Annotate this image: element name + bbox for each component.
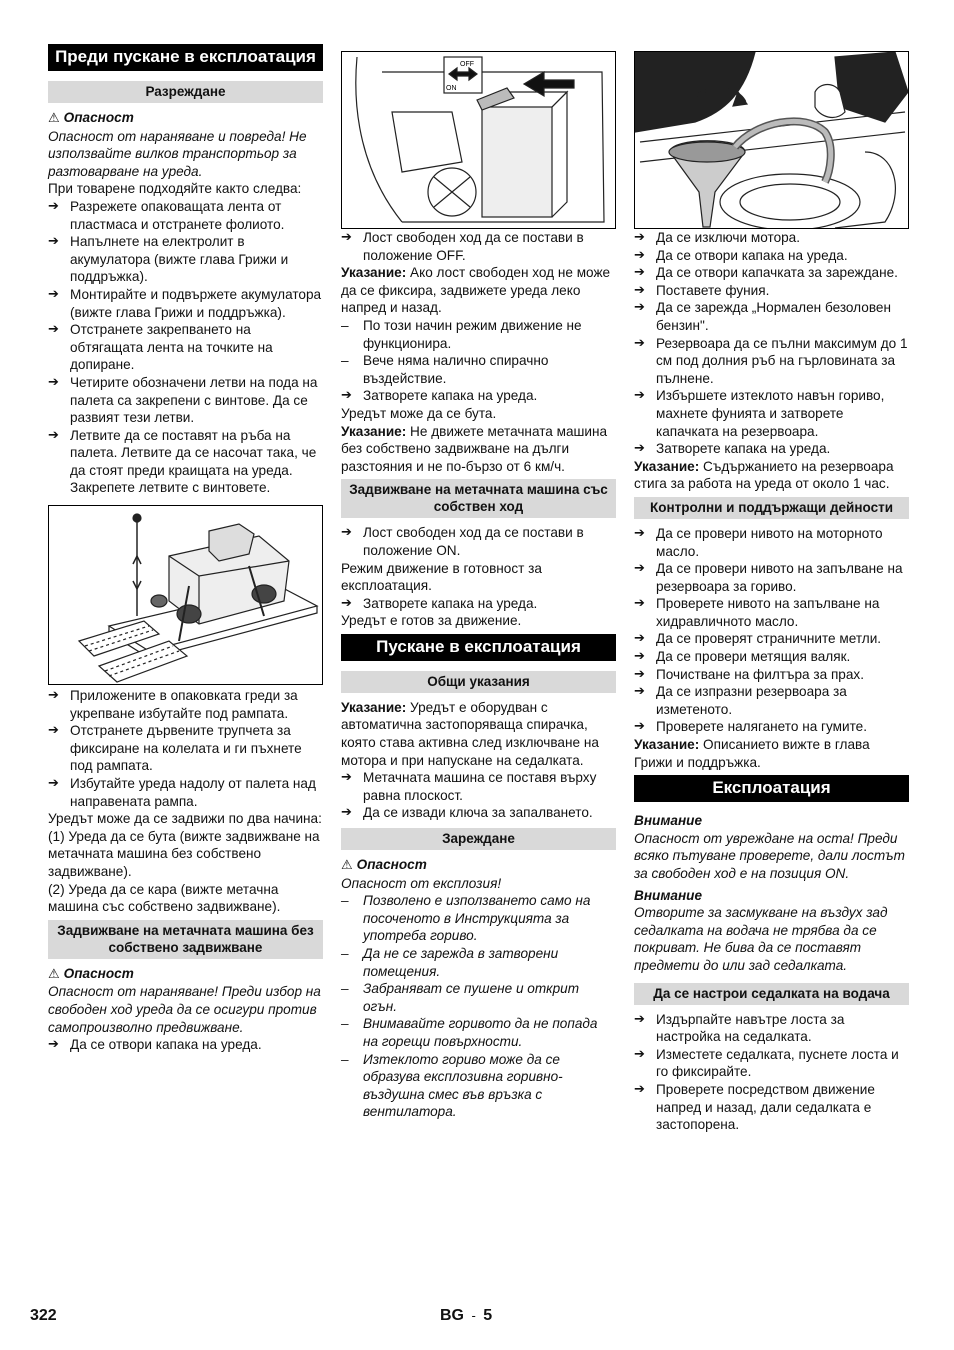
way-1-text: (1) Уреда да се бута (вижте задвижване на метачната машина без собствено задвижване). — [48, 828, 320, 879]
list-item: ➔ Четирите обозначени летви на пода на палета са закрепени с винтове. Да се развият тези летви. — [48, 374, 323, 427]
figure-refuel-funnel — [634, 51, 909, 229]
warning-triangle-icon: ⚠ — [48, 111, 60, 126]
list-item: ➔ Проверете посредством движение напред и назад, дали седалката е застопорена. — [634, 1081, 909, 1134]
steps-list-5 — [634, 525, 909, 736]
list-item: ➔ Изместете седалката, пуснете лоста и го фиксирайте. — [634, 1046, 909, 1081]
caution-text: Опасност от увреждане на оста! Преди всяко пътуване проверете, дали лостът за свободен ход е на позиция ON. — [634, 830, 905, 881]
heading-self-drive: Задвижване на метачната машина със собствен ход — [341, 479, 616, 518]
label-on: ON — [446, 85, 457, 92]
list-item: ➔ Резервоара да се пълни максимум до 1 см под долния ръб на гърловината за пълнене. — [634, 335, 909, 388]
list-item: ➔ Проверете налягането на гумите. — [634, 718, 909, 736]
list-item: ➔ Затворете капака на уреда. — [634, 440, 909, 458]
language-code: BG — [440, 1307, 464, 1324]
section-title-operation: Експлоатация — [634, 775, 909, 802]
column-3 — [634, 51, 909, 1134]
heading-control: Контролни и поддържащи дейности — [634, 497, 909, 519]
list-item: ➔ Затворете капака на уреда. — [341, 595, 616, 613]
figure-freewheel-lever — [341, 51, 616, 229]
can-push-text: Уредът може да се бута. — [341, 405, 497, 421]
danger-text: Опасност от експлозия! — [341, 875, 502, 891]
list-item: ➔ Проверете нивото на запълване на хидравличното масло. — [634, 595, 909, 630]
list-item: ➔ Монтирайте и подвържете акумулатора (вижте глава Грижи и поддръжка). — [48, 286, 323, 321]
list-item: ➔ Да се проверят страничните метли. — [634, 630, 909, 648]
list-item: ➔ Почистване на филтъра за прах. — [634, 666, 909, 684]
list-item: ➔ Лост свободен ход да се постави в положение OFF. — [341, 229, 616, 264]
intro-text: При товарене подходяйте както следва: — [48, 181, 302, 197]
section-title-startup: Пускане в експлоатация — [341, 634, 616, 661]
danger-label: ⚠ Опасност — [48, 965, 134, 982]
list-item: ➔ Да се зарежда „Нормален безоловен бензин". — [634, 299, 909, 334]
caution-label: Внимание — [634, 887, 703, 903]
column-1 — [48, 44, 323, 1054]
list-item: ➔ Да се извади ключа за запалването. — [341, 804, 616, 822]
note-1: Указание: Ако лост свободен ход не може да се фиксира, задвижете уреда леко напред и назад. — [341, 265, 611, 316]
list-item: ➔ Да се отвори капачката за зареждане. — [634, 264, 909, 282]
heading-unloading: Разреждане — [48, 81, 323, 103]
steps-list-2 — [48, 687, 323, 810]
list-item: ➔ Да се отвори капака на уреда. — [48, 1036, 323, 1054]
list-item: ➔ Поставете фуния. — [634, 282, 909, 300]
list-item: – Позволено е използването само на посоченото в Инструкцията за употреба гориво. — [341, 892, 616, 945]
page-number: 322 — [30, 1307, 57, 1324]
sub-page-number: 5 — [483, 1307, 493, 1324]
label-off: OFF — [460, 61, 474, 68]
list-item: ➔ Да се изключи мотора. — [634, 229, 909, 247]
freewheel-lever-illustration — [342, 52, 615, 228]
list-item: ➔ Затворете капака на уреда. — [341, 387, 616, 405]
list-item: – Да не се зарежда в затворени помещения. — [341, 945, 616, 980]
warning-triangle-icon: ⚠ — [341, 858, 353, 874]
list-item: ➔ Летвите да се поставят на ръба на палета. Летвите да се насочат така, че да стоят преди краищата на уреда. Закрепете летвите с винтовете. — [48, 427, 323, 497]
danger-text: Опасност от нараняване! Преди избор на свободен ход уреда да се осигури против самопроизволно предвижване. — [48, 984, 321, 1035]
list-item: ➔ Приложените в опаковката греди за укрепване избутайте под рампата. — [48, 687, 323, 722]
list-item: ➔ Издърпайте навътре лоста за настройка на седалката. — [634, 1011, 909, 1046]
ready-text: Режим движение в готовност за експлоатация. — [341, 560, 542, 594]
list-item: ➔ Избършете изтеклото навън гориво, махнете фунията и затворете капачката на резервоара. — [634, 387, 909, 440]
way-2-text: (2) Уреда да се кара (вижте метачна машина със собствено задвижване). — [48, 881, 281, 915]
list-item: ➔ Напълнете на електролит в акумулатора (вижте глава Грижи и поддръжка). — [48, 233, 323, 286]
list-item: ➔ Метачната машина се поставя върху равна плоскост. — [341, 769, 616, 804]
page-label — [440, 1307, 492, 1325]
note-5: Указание: Описанието вижте в глава Грижи и поддръжка. — [634, 737, 870, 770]
danger-text: Опасност от нараняване и повреда! Не използвайте вилков транспортьор за разтоварване на уреда. — [48, 128, 307, 179]
move-ways-text: Уредът може да се задвижи по два начина: — [48, 811, 322, 827]
column-2 — [341, 51, 616, 1121]
separator: - — [471, 1308, 476, 1323]
list-item: ➔ Отстранете дървените трупчета за фиксиране на колелата и ги пъхнете под рампата. — [48, 722, 323, 775]
list-item: ➔ Отстранете закрепването на обтягащата лента на точките на допиране. — [48, 321, 323, 374]
caution-label: Внимание — [634, 813, 703, 829]
list-item: ➔ Да се провери нивото на моторното масло. — [634, 525, 909, 560]
note-3: Указание: Уредът е оборудван с автоматична застопоряваща спирачка, която става активна след изключване на мотора и при напускане на седалката. — [341, 699, 599, 768]
list-item: ➔ Лост свободен ход да се постави в положение ON. — [341, 524, 616, 559]
heading-refuel: Зареждане — [341, 828, 616, 850]
list-item: ➔ Да се провери нивото на запълване на резервоара за гориво. — [634, 560, 909, 595]
warning-triangle-icon: ⚠ — [48, 966, 60, 982]
steps-list-4 — [634, 229, 909, 458]
list-item: ➔ Да се отвори капака на уреда. — [634, 247, 909, 265]
note-2: Указание: Не движете метачната машина без собствено задвижване на дълги разстояния и не по-бързо от 6 км/ч. — [341, 423, 608, 474]
ready-2-text: Уредът е готов за движение. — [341, 613, 522, 629]
danger-label: ⚠ Опасност — [341, 857, 427, 874]
caution-text: Отворите за засмукване на въздух зад седалката на водача не трябва да се покриват. Не бива да се поставят предмети до или зад седалката. — [634, 905, 888, 973]
heading-general: Общи указания — [341, 671, 616, 693]
refuel-funnel-illustration — [635, 52, 908, 228]
list-item: – Забраняват се пушене и открит огън. — [341, 980, 616, 1015]
heading-no-drive: Задвижване на метачната машина без собствено задвижване — [48, 920, 323, 959]
pallet-ramp-illustration — [49, 506, 322, 684]
list-item: – По този начин режим движение не функционира. — [341, 317, 616, 352]
list-item: – Внимавайте горивото да не попада на горещи повърхности. — [341, 1015, 616, 1050]
list-item: ➔ Да се провери метящия валяк. — [634, 648, 909, 666]
section-title-before-startup: Преди пускане в експлоатация — [48, 44, 323, 71]
figure-pallet-ramp — [48, 505, 323, 685]
steps-list-1 — [48, 198, 323, 497]
list-item: – Изтеклото гориво може да се образува експлозивна горивно-въздушна смес във връзка с вентилатора. — [341, 1051, 616, 1121]
danger-label: ⚠ Опасност — [48, 110, 134, 126]
list-item: – Вече няма налично спирачно въздействие. — [341, 352, 616, 387]
list-item: ➔ Да се изпразни резервоара за изметеното. — [634, 683, 909, 718]
list-item: ➔ Избутайте уреда надолу от палета над направената рампа. — [48, 775, 323, 810]
list-item: ➔ Разрежете опаковащата лента от пластмаса и отстранете фолиото. — [48, 198, 323, 233]
note-4: Указание: Съдържанието на резервоара стига за работа на уреда от около 1 час. — [634, 458, 894, 492]
heading-seat: Да се настрои седалката на водача — [634, 983, 909, 1005]
